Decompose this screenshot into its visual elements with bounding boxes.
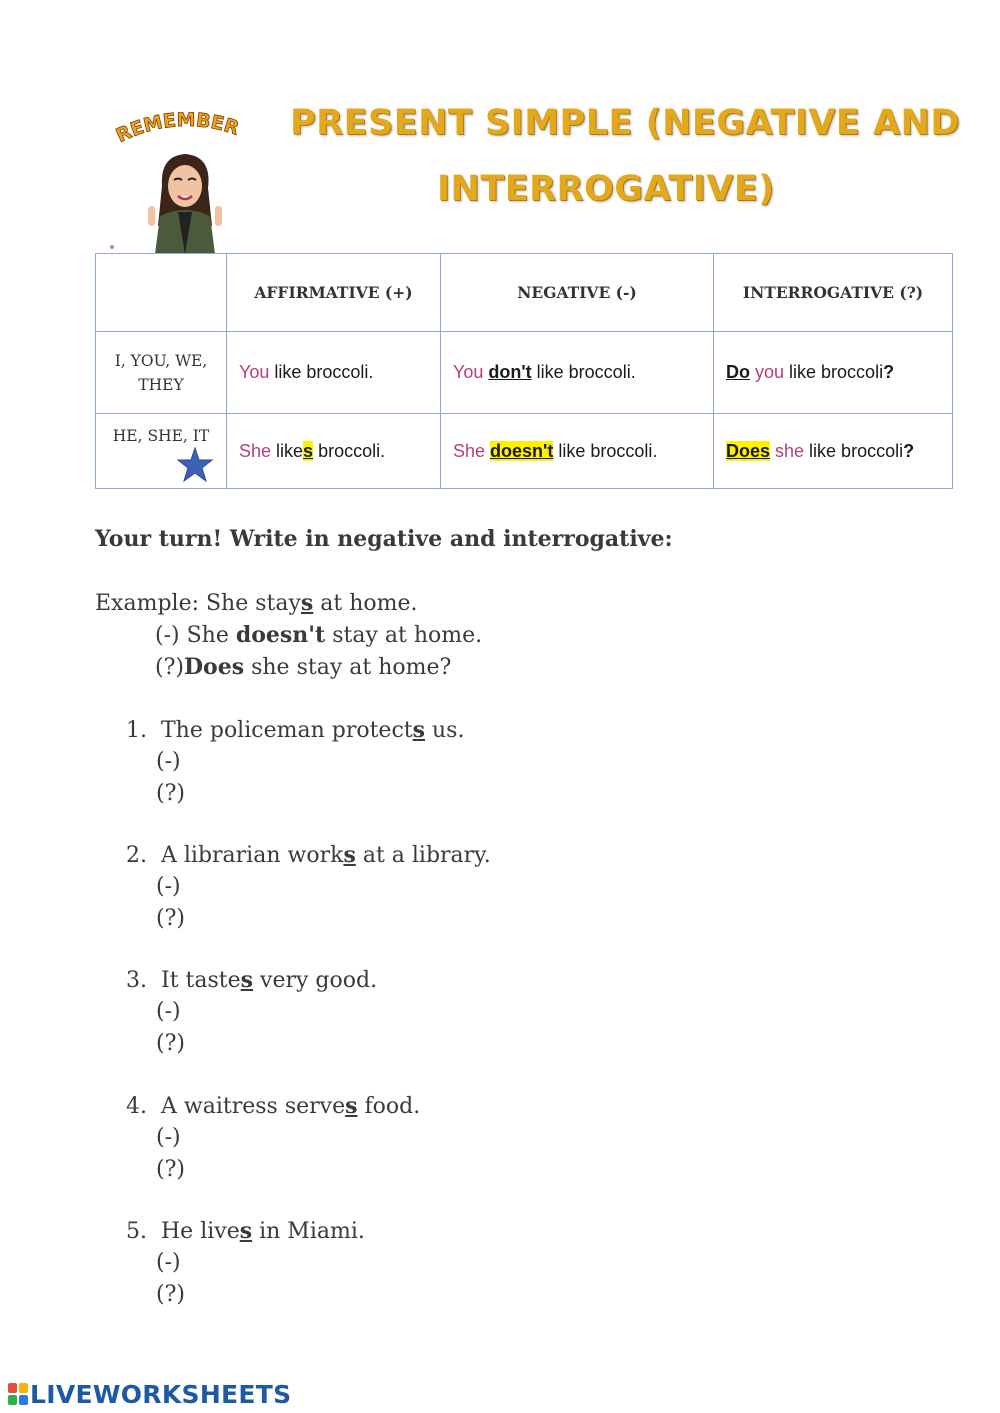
answer-negative-3[interactable]: (-) bbox=[156, 999, 181, 1024]
interrogative-cell: Do you like broccoli? bbox=[714, 332, 953, 414]
answer-negative-4[interactable]: (-) bbox=[156, 1125, 181, 1150]
page-title-line1: PRESENT SIMPLE (NEGATIVE AND bbox=[290, 103, 960, 143]
table-row bbox=[96, 332, 953, 414]
teacher-avatar bbox=[140, 146, 230, 254]
exercise-item-5: 5. He lives in Miami. bbox=[126, 1218, 365, 1244]
grammar-table bbox=[95, 253, 953, 489]
interrogative-cell: Does she like broccoli? bbox=[714, 414, 953, 489]
exercise-heading: Your turn! Write in negative and interrogative: bbox=[95, 526, 673, 552]
example-negative: (-) She doesn't stay at home. bbox=[155, 622, 483, 648]
answer-interrogative-2[interactable]: (?) bbox=[156, 906, 185, 931]
answer-negative-5[interactable]: (-) bbox=[156, 1250, 181, 1275]
header-empty bbox=[96, 254, 227, 332]
header-negative: NEGATIVE (-) bbox=[441, 254, 714, 332]
exercise-item-4: 4. A waitress serves food. bbox=[126, 1093, 421, 1119]
answer-negative-2[interactable]: (-) bbox=[156, 874, 181, 899]
pronoun-cell: I, YOU, WE, THEY bbox=[96, 332, 227, 414]
answer-negative-1[interactable]: (-) bbox=[156, 749, 181, 774]
answer-interrogative-3[interactable]: (?) bbox=[156, 1031, 185, 1056]
example-interrogative: (?)Does she stay at home? bbox=[155, 654, 452, 680]
bullet-dot bbox=[110, 245, 114, 249]
header-interrogative: INTERROGATIVE (?) bbox=[714, 254, 953, 332]
remember-text: REMEMBER bbox=[112, 112, 242, 146]
header-affirmative: AFFIRMATIVE (+) bbox=[227, 254, 441, 332]
table-header-row bbox=[96, 254, 953, 332]
exercise-item-2: 2. A librarian works at a library. bbox=[126, 842, 491, 868]
answer-interrogative-1[interactable]: (?) bbox=[156, 781, 185, 806]
affirmative-cell: She likes broccoli. bbox=[227, 414, 441, 489]
table-row bbox=[96, 414, 953, 489]
answer-interrogative-4[interactable]: (?) bbox=[156, 1157, 185, 1182]
exercise-item-1: 1. The policeman protects us. bbox=[126, 717, 465, 743]
liveworksheets-logo-icon bbox=[8, 1383, 28, 1405]
answer-interrogative-5[interactable]: (?) bbox=[156, 1282, 185, 1307]
example-sentence: Example: She stays at home. bbox=[95, 590, 418, 616]
exercise-item-3: 3. It tastes very good. bbox=[126, 967, 378, 993]
svg-text:REMEMBER bbox=[113, 112, 242, 146]
affirmative-cell: You like broccoli. bbox=[227, 332, 441, 414]
page-title-line2: INTERROGATIVE) bbox=[437, 169, 775, 209]
negative-cell: She doesn't like broccoli. bbox=[441, 414, 714, 489]
pronoun-cell: HE, SHE, IT bbox=[96, 414, 227, 489]
star-icon bbox=[176, 446, 214, 484]
negative-cell: You don't like broccoli. bbox=[441, 332, 714, 414]
liveworksheets-logo[interactable]: LIVEWORKSHEETS bbox=[30, 1380, 292, 1409]
remember-sticker bbox=[112, 112, 262, 146]
